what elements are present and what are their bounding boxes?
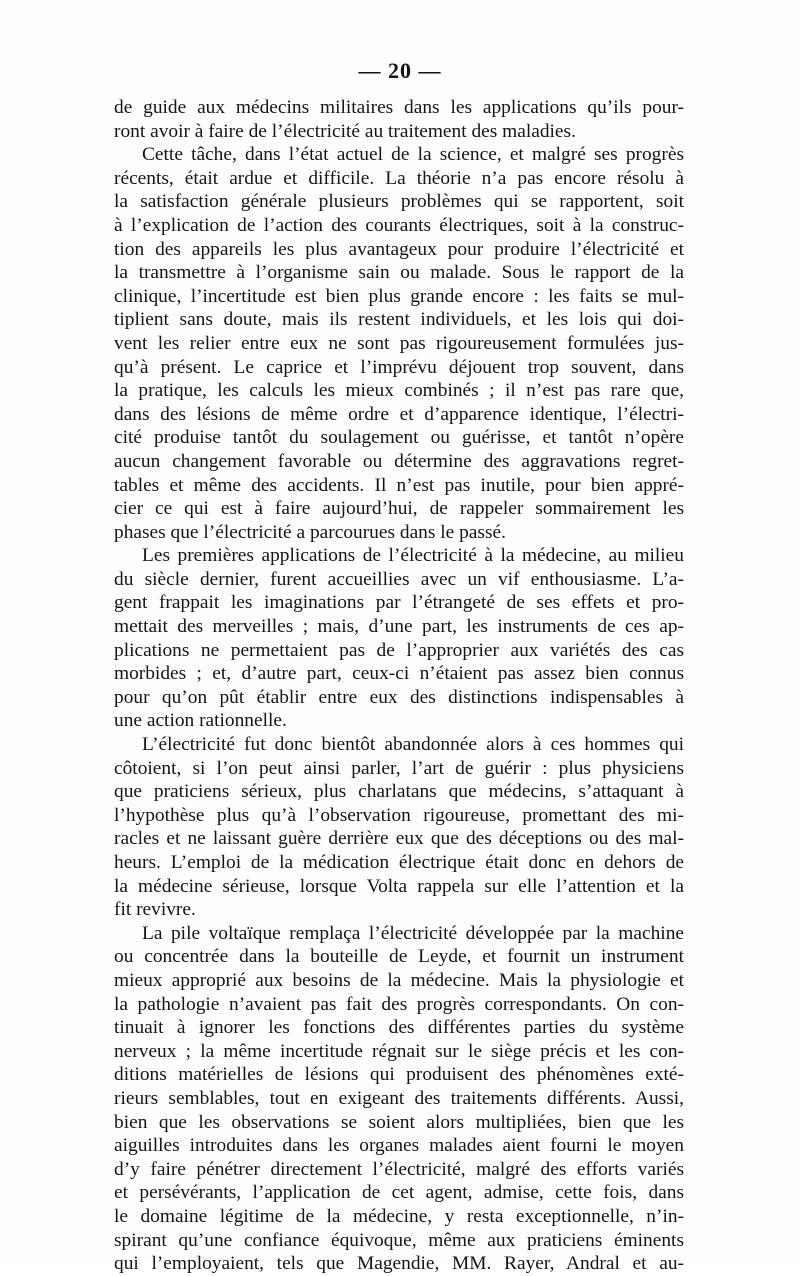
text-line: tion des appareils les plus avantageux pour produire l’électricité et — [114, 238, 684, 260]
text-line: de guide aux médecins militaires dans les applications qu’ils pour- — [114, 97, 684, 118]
paragraph — [114, 922, 684, 1276]
text-line: phases que l’électricité a parcourues dans le passé. — [114, 521, 506, 543]
text-line: clinique, l’incertitude est bien plus grande encore : les faits se mul- — [114, 285, 684, 307]
text-line: la médecine sérieuse, lorsque Volta rappela sur elle l’attention et la — [114, 875, 684, 897]
text-line: et persévérants, l’application de cet agent, admise, cette fois, dans — [114, 1182, 684, 1204]
text-line: morbides ; et, d’autre part, ceux-ci n’étaient pas assez bien connus — [114, 663, 684, 685]
paragraph — [114, 733, 684, 922]
body-text — [114, 96, 684, 1276]
text-line: L’électricité fut donc bientôt abandonnée alors à ces hommes qui — [142, 734, 684, 756]
text-line: la satisfaction générale plusieurs problèmes qui se rapportent, soit — [114, 191, 684, 213]
text-line: Cette tâche, dans l’état actuel de la science, et malgré ses progrès — [142, 144, 684, 166]
text-line: plications ne permettaient pas de l’approprier aux variétés des cas — [114, 639, 684, 661]
text-line: Les premières applications de l’électricité à la médecine, au milieu — [142, 545, 684, 567]
text-line: spirant qu’une confiance équivoque, même aux praticiens éminents — [114, 1229, 684, 1251]
paragraph — [114, 544, 684, 733]
text-line: que praticiens sérieux, plus charlatans que médecins, s’attaquant à — [114, 781, 684, 803]
text-line: le domaine légitime de la médecine, y resta exceptionnelle, n’in- — [114, 1205, 684, 1227]
text-line: bien que les observations se soient alors multipliées, bien que les — [114, 1111, 684, 1133]
text-line: dans des lésions de même ordre et d’apparence identique, l’électri- — [114, 403, 684, 425]
text-line: d’y faire pénétrer directement l’électricité, malgré des efforts variés — [114, 1158, 684, 1180]
text-line: la pratique, les calculs les mieux combinés ; il n’est pas rare que, — [114, 380, 684, 402]
text-line: La pile voltaïque remplaça l’électricité développée par la machine — [142, 922, 684, 944]
text-line: heurs. L’emploi de la médication électrique était donc en dehors de — [114, 852, 684, 873]
text-line: récents, était ardue et difficile. La théorie n’a pas encore résolu à — [114, 167, 684, 189]
text-line: la pathologie n’avaient pas fait des progrès correspondants. On con- — [114, 993, 684, 1015]
text-line: à l’explication de l’action des courants électriques, soit à la construc- — [114, 214, 684, 236]
text-line: tinuait à ignorer les fonctions des différentes parties du système — [114, 1017, 684, 1039]
text-line: gent frappait les imaginations par l’étrangeté de ses effets et pro- — [114, 592, 684, 614]
text-line: qu’à présent. Le caprice et l’imprévu déjouent trop souvent, dans — [114, 356, 684, 378]
text-line: mettait des merveilles ; mais, d’une part, les instruments de ces ap- — [114, 616, 684, 638]
text-line: tiplient sans doute, mais ils restent individuels, et les lois qui doi- — [114, 309, 684, 331]
text-line: côtoient, si l’on peut ainsi parler, l’art de guérir : plus physiciens — [114, 757, 684, 779]
text-line: aiguilles introduites dans les organes malades aient fourni le moyen — [114, 1135, 684, 1157]
text-line: du siècle dernier, furent accueillies avec un vif enthousiasme. L’a- — [114, 568, 684, 590]
text-line: ditions matérielles de lésions qui produisent des phénomènes exté- — [114, 1064, 684, 1086]
text-line: fit revivre. — [114, 899, 196, 921]
text-line: cité produise tantôt du soulagement ou guérisse, et tantôt n’opère — [114, 427, 684, 449]
text-line: une action rationnelle. — [114, 710, 287, 732]
text-line: la transmettre à l’organisme sain ou malade. Sous le rapport de la — [114, 262, 684, 284]
text-line: cier ce qui est à faire aujourd’hui, de rappeler sommairement les — [114, 498, 684, 520]
text-line: qui l’employaient, tels que Magendie, MM. Rayer, Andral et au- — [114, 1253, 684, 1275]
text-line: l’hypothèse plus qu’à l’observation rigoureuse, promettant des mi- — [114, 804, 684, 826]
text-line: racles et ne laissant guère derrière eux que des déceptions ou des mal- — [114, 828, 684, 850]
text-line: rieurs semblables, tout en exigeant des traitements différents. Aussi, — [114, 1087, 684, 1109]
text-line: tables et même des accidents. Il n’est pas inutile, pour bien appré- — [114, 474, 684, 496]
text-line: ou concentrée dans la bouteille de Leyde, et fournit un instrument — [114, 946, 684, 968]
page-number: — 20 — — [358, 58, 442, 83]
paragraph — [114, 96, 684, 143]
text-line: pour qu’on pût établir entre eux des distinctions indispensables à — [114, 686, 684, 708]
text-line: mieux approprié aux besoins de la médecine. Mais la physiologie et — [114, 969, 684, 991]
paragraph — [114, 143, 684, 544]
text-line: ront avoir à faire de l’électricité au traitement des maladies. — [114, 120, 576, 142]
text-line: nerveux ; la même incertitude régnait sur le siège précis et les con- — [114, 1040, 684, 1062]
text-line: aucun changement favorable ou détermine des aggravations regret- — [114, 450, 684, 472]
text-line: vent les relier entre eux ne sont pas rigoureusement formulées jus- — [114, 332, 684, 354]
